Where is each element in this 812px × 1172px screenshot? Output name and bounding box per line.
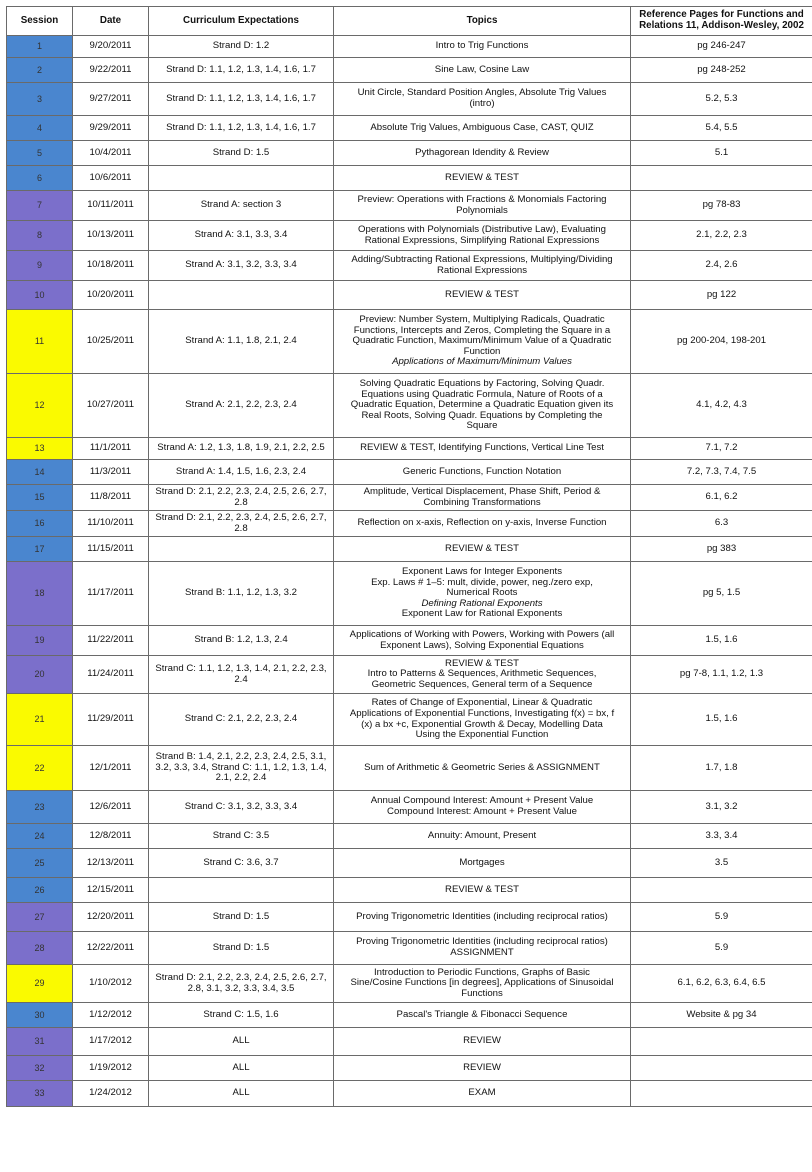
topics-cell (334, 281, 631, 310)
session-cell: 22 (7, 746, 73, 791)
date-cell: 11/29/2011 (73, 694, 149, 746)
reference-cell (631, 878, 812, 903)
topic-line: Rational Expressions (436, 264, 528, 276)
topics-cell (334, 251, 631, 281)
session-cell: 1 (7, 36, 73, 58)
date-cell: 10/11/2011 (73, 191, 149, 221)
topic-line: Operations with Polynomials (Distributive Law), Evaluating (358, 223, 606, 235)
topic-line: Defining Rational Exponents (421, 597, 543, 609)
topic-line: (x) a bx +c, Exponential Growth & Decay, Modelling Data (361, 718, 603, 730)
reference-cell: Website & pg 34 (631, 1003, 812, 1028)
session-cell: 5 (7, 141, 73, 166)
topic-line: Sine/Cosine Functions [in degrees], Applications of Sinusoidal (350, 977, 614, 989)
table-row (7, 824, 812, 849)
curriculum-cell: Strand D: 2.1, 2.2, 2.3, 2.4, 2.5, 2.6, 2.7, 2.8, 3.1, 3.2, 3.3, 3.4, 3.5 (149, 965, 334, 1003)
curriculum-cell: Strand A: 1.4, 1.5, 1.6, 2.3, 2.4 (149, 460, 334, 485)
date-cell: 9/22/2011 (73, 58, 149, 83)
date-cell: 12/1/2011 (73, 746, 149, 791)
topic-line: Annual Compound Interest: Amount + Present Value (370, 795, 594, 807)
topics-cell (334, 485, 631, 511)
curriculum-cell: Strand C: 3.6, 3.7 (149, 849, 334, 878)
session-cell: 21 (7, 694, 73, 746)
table-row (7, 58, 812, 83)
session-cell: 29 (7, 965, 73, 1003)
topics-cell (334, 1056, 631, 1081)
reference-cell: 4.1, 4.2, 4.3 (631, 374, 812, 438)
date-cell: 12/8/2011 (73, 824, 149, 849)
header-row (7, 7, 812, 36)
topic-line: REVIEW & TEST (445, 288, 519, 300)
reference-cell: 5.9 (631, 932, 812, 965)
curriculum-cell: Strand D: 1.1, 1.2, 1.3, 1.4, 1.6, 1.7 (149, 116, 334, 141)
table-row (7, 626, 812, 656)
curriculum-cell: Strand D: 1.5 (149, 932, 334, 965)
reference-cell: pg 78-83 (631, 191, 812, 221)
topic-line: REVIEW & TEST (445, 542, 519, 554)
topic-line: Quadratic Function, Maximum/Minimum Value of a Quadratic (352, 335, 612, 347)
reference-cell: 3.1, 3.2 (631, 791, 812, 824)
topics-cell (334, 932, 631, 965)
table-row (7, 656, 812, 694)
reference-cell: 6.3 (631, 511, 812, 537)
topic-line: Absolute Trig Values, Ambiguous Case, CAST, QUIZ (370, 121, 594, 133)
topics-cell (334, 310, 631, 374)
session-cell: 2 (7, 58, 73, 83)
session-cell: 16 (7, 511, 73, 537)
topics-cell (334, 626, 631, 656)
header-session: Session (7, 7, 73, 36)
session-cell: 24 (7, 824, 73, 849)
reference-cell (631, 1056, 812, 1081)
session-cell: 15 (7, 485, 73, 511)
topics-cell (334, 903, 631, 932)
curriculum-cell (149, 166, 334, 191)
reference-cell: 2.4, 2.6 (631, 251, 812, 281)
topics-cell (334, 656, 631, 694)
table-row (7, 562, 812, 626)
topic-line: Proving Trigonometric Identities (including reciprocal ratios) (356, 936, 608, 948)
topic-line: Real Roots, Solving Quadr. Equations by Completing the (361, 409, 603, 421)
topics-cell (334, 1028, 631, 1056)
topics-cell (334, 824, 631, 849)
curriculum-cell: Strand A: section 3 (149, 191, 334, 221)
session-cell: 17 (7, 537, 73, 562)
topic-line: Quadratic Equation, Determine a Quadratic Equation given its (350, 399, 614, 411)
date-cell: 10/27/2011 (73, 374, 149, 438)
date-cell: 12/13/2011 (73, 849, 149, 878)
header-reference: Reference Pages for Functions and Relations 11, Addison-Wesley, 2002 (631, 7, 812, 36)
date-cell: 11/1/2011 (73, 438, 149, 460)
curriculum-cell: Strand A: 2.1, 2.2, 2.3, 2.4 (149, 374, 334, 438)
reference-cell: 1.7, 1.8 (631, 746, 812, 791)
topic-line: Applications of Maximum/Minimum Values (392, 356, 572, 368)
curriculum-cell (149, 281, 334, 310)
table-row (7, 141, 812, 166)
date-cell: 11/15/2011 (73, 537, 149, 562)
date-cell: 12/22/2011 (73, 932, 149, 965)
reference-cell (631, 166, 812, 191)
date-cell: 12/15/2011 (73, 878, 149, 903)
curriculum-cell: Strand D: 2.1, 2.2, 2.3, 2.4, 2.5, 2.6, 2.7, 2.8 (149, 511, 334, 537)
topic-line: Functions (461, 987, 503, 999)
curriculum-cell: Strand C: 1.5, 1.6 (149, 1003, 334, 1028)
curriculum-cell (149, 878, 334, 903)
reference-cell: 5.2, 5.3 (631, 83, 812, 116)
reference-cell: 2.1, 2.2, 2.3 (631, 221, 812, 251)
session-cell: 8 (7, 221, 73, 251)
reference-cell: pg 246-247 (631, 36, 812, 58)
reference-cell: pg 7-8, 1.1, 1.2, 1.3 (631, 656, 812, 694)
topic-line: Intro to Trig Functions (435, 40, 529, 52)
date-cell: 9/27/2011 (73, 83, 149, 116)
session-cell: 4 (7, 116, 73, 141)
table-row (7, 485, 812, 511)
topic-line: Sine Law, Cosine Law (434, 63, 530, 75)
topics-cell (334, 83, 631, 116)
topic-line: Equations using Quadratic Formula, Nature of Roots of a (361, 388, 603, 400)
table-row (7, 36, 812, 58)
topic-line: EXAM (468, 1087, 496, 1099)
table-body (7, 36, 812, 1107)
topic-line: Pythagorean Idendity & Review (415, 146, 549, 158)
topics-cell (334, 965, 631, 1003)
table-row (7, 1081, 812, 1107)
topic-line: Numerical Roots (446, 587, 518, 599)
session-cell: 14 (7, 460, 73, 485)
date-cell: 1/10/2012 (73, 965, 149, 1003)
topics-cell (334, 166, 631, 191)
reference-cell: pg 122 (631, 281, 812, 310)
reference-cell: pg 383 (631, 537, 812, 562)
session-cell: 31 (7, 1028, 73, 1056)
curriculum-cell: Strand B: 1.4, 2.1, 2.2, 2.3, 2.4, 2.5, 3.1, 3.2, 3.3, 3.4, Strand C: 1.1, 1.2, 1.3, 1.4, 2.1, 2.2, 2.4 (149, 746, 334, 791)
date-cell: 12/20/2011 (73, 903, 149, 932)
curriculum-cell: Strand D: 1.1, 1.2, 1.3, 1.4, 1.6, 1.7 (149, 83, 334, 116)
topic-line: Introduction to Periodic Functions, Graphs of Basic (374, 966, 590, 978)
header-topics: Topics (334, 7, 631, 36)
table-header (7, 7, 812, 36)
date-cell: 11/3/2011 (73, 460, 149, 485)
topics-cell (334, 562, 631, 626)
date-cell: 9/29/2011 (73, 116, 149, 141)
date-cell: 10/6/2011 (73, 166, 149, 191)
table-row (7, 191, 812, 221)
header-curriculum: Curriculum Expectations (149, 7, 334, 36)
date-cell: 11/24/2011 (73, 656, 149, 694)
date-cell: 10/13/2011 (73, 221, 149, 251)
date-cell: 1/12/2012 (73, 1003, 149, 1028)
topic-line: Annuity: Amount, Present (427, 829, 537, 841)
topic-line: Exponent Laws), Solving Exponential Equations (380, 639, 584, 651)
topic-line: Proving Trigonometric Identities (including reciprocal ratios) (356, 910, 608, 922)
reference-cell: 5.9 (631, 903, 812, 932)
session-cell: 9 (7, 251, 73, 281)
topics-cell (334, 221, 631, 251)
session-cell: 28 (7, 932, 73, 965)
topic-line: REVIEW & TEST, Identifying Functions, Vertical Line Test (360, 442, 604, 454)
topic-line: REVIEW & TEST (445, 657, 519, 669)
session-cell: 3 (7, 83, 73, 116)
curriculum-cell: Strand B: 1.1, 1.2, 1.3, 3.2 (149, 562, 334, 626)
topics-cell (334, 460, 631, 485)
topic-line: Compound Interest: Amount + Present Value (387, 806, 577, 817)
session-cell: 32 (7, 1056, 73, 1081)
topic-line: Reflection on x-axis, Reflection on y-axis, Inverse Function (357, 517, 607, 529)
reference-cell: 1.5, 1.6 (631, 626, 812, 656)
session-cell: 11 (7, 310, 73, 374)
reference-cell: pg 5, 1.5 (631, 562, 812, 626)
table-row (7, 374, 812, 438)
table-row (7, 310, 812, 374)
curriculum-cell: Strand D: 1.5 (149, 141, 334, 166)
topic-line: Applications of Working with Powers, Working with Powers (all (349, 628, 615, 640)
session-cell: 33 (7, 1081, 73, 1107)
session-cell: 25 (7, 849, 73, 878)
topic-line: Sum of Arithmetic & Geometric Series & ASSIGNMENT (364, 761, 600, 773)
curriculum-cell: Strand C: 3.5 (149, 824, 334, 849)
table-row (7, 746, 812, 791)
curriculum-cell: ALL (149, 1056, 334, 1081)
table-row (7, 511, 812, 537)
topics-cell (334, 746, 631, 791)
topic-line: Preview: Operations with Fractions & Monomials Factoring (357, 193, 607, 205)
session-cell: 18 (7, 562, 73, 626)
curriculum-cell: Strand D: 1.5 (149, 903, 334, 932)
session-cell: 19 (7, 626, 73, 656)
table-row (7, 1028, 812, 1056)
topic-line: REVIEW & TEST (445, 883, 519, 895)
topic-line: Exp. Laws # 1–5: mult, divide, power, neg./zero exp, (371, 576, 593, 588)
topic-line: Function (463, 345, 501, 357)
reference-cell: 7.2, 7.3, 7.4, 7.5 (631, 460, 812, 485)
date-cell: 10/4/2011 (73, 141, 149, 166)
table-row (7, 965, 812, 1003)
table-row (7, 460, 812, 485)
topic-line: Adding/Subtracting Rational Expressions, Multiplying/Dividing (351, 253, 613, 265)
topic-line: Exponent Law for Rational Exponents (401, 608, 563, 620)
topic-line: Intro to Patterns & Sequences, Arithmetic Sequences, (367, 668, 597, 680)
curriculum-cell (149, 537, 334, 562)
table-row (7, 849, 812, 878)
curriculum-cell: ALL (149, 1028, 334, 1056)
schedule-table (6, 6, 812, 1107)
session-cell: 7 (7, 191, 73, 221)
topic-line: Amplitude, Vertical Displacement, Phase Shift, Period & (363, 485, 601, 497)
topics-cell (334, 191, 631, 221)
table-row (7, 116, 812, 141)
table-row (7, 438, 812, 460)
topics-cell (334, 791, 631, 824)
topics-cell (334, 116, 631, 141)
topic-line: Using the Exponential Function (415, 729, 549, 741)
topic-line: Unit Circle, Standard Position Angles, Absolute Trig Values (357, 87, 607, 99)
date-cell: 10/25/2011 (73, 310, 149, 374)
reference-cell (631, 1081, 812, 1107)
topic-line: Applications of Exponential Functions, Investigating f(x) = bx, f (349, 707, 615, 719)
session-cell: 13 (7, 438, 73, 460)
table-row (7, 791, 812, 824)
topic-line: ASSIGNMENT (450, 947, 514, 958)
curriculum-cell: Strand A: 3.1, 3.2, 3.3, 3.4 (149, 251, 334, 281)
curriculum-cell: Strand C: 3.1, 3.2, 3.3, 3.4 (149, 791, 334, 824)
curriculum-cell: Strand D: 1.2 (149, 36, 334, 58)
table-row (7, 932, 812, 965)
curriculum-cell: Strand D: 1.1, 1.2, 1.3, 1.4, 1.6, 1.7 (149, 58, 334, 83)
topic-line: Mortgages (459, 856, 505, 868)
curriculum-cell: Strand C: 2.1, 2.2, 2.3, 2.4 (149, 694, 334, 746)
reference-cell: 6.1, 6.2, 6.3, 6.4, 6.5 (631, 965, 812, 1003)
table-row (7, 1003, 812, 1028)
topic-line: Polynomials (456, 204, 508, 216)
topic-line: Square (466, 420, 498, 432)
curriculum-cell: Strand B: 1.2, 1.3, 2.4 (149, 626, 334, 656)
topics-cell (334, 849, 631, 878)
topic-line: Functions, Intercepts and Zeros, Completing the Square in a (353, 324, 611, 336)
curriculum-cell: Strand A: 1.2, 1.3, 1.8, 1.9, 2.1, 2.2, 2.5 (149, 438, 334, 460)
reference-cell: 5.4, 5.5 (631, 116, 812, 141)
session-cell: 12 (7, 374, 73, 438)
topic-line: Preview: Number System, Multiplying Radicals, Quadratic (359, 314, 605, 326)
table-row (7, 537, 812, 562)
date-cell: 11/10/2011 (73, 511, 149, 537)
table-row (7, 251, 812, 281)
reference-cell: pg 248-252 (631, 58, 812, 83)
table-row (7, 694, 812, 746)
date-cell: 11/8/2011 (73, 485, 149, 511)
session-cell: 30 (7, 1003, 73, 1028)
date-cell: 11/17/2011 (73, 562, 149, 626)
session-cell: 23 (7, 791, 73, 824)
topic-line: Exponent Laws for Integer Exponents (402, 566, 562, 578)
topics-cell (334, 438, 631, 460)
session-cell: 27 (7, 903, 73, 932)
topics-cell (334, 511, 631, 537)
topics-cell (334, 694, 631, 746)
reference-cell: 5.1 (631, 141, 812, 166)
reference-cell: 7.1, 7.2 (631, 438, 812, 460)
topics-cell (334, 374, 631, 438)
reference-cell: 3.3, 3.4 (631, 824, 812, 849)
topics-cell (334, 58, 631, 83)
topic-line: Combining Transformations (423, 496, 541, 508)
table-row (7, 1056, 812, 1081)
curriculum-cell: Strand C: 1.1, 1.2, 1.3, 1.4, 2.1, 2.2, 2.3, 2.4 (149, 656, 334, 694)
topic-line: Rates of Change of Exponential, Linear & Quadratic (371, 697, 593, 709)
reference-cell: 1.5, 1.6 (631, 694, 812, 746)
topic-line: Generic Functions, Function Notation (402, 465, 562, 477)
topic-line: Rational Expressions, Simplifying Rational Expressions (364, 234, 600, 246)
header-date: Date (73, 7, 149, 36)
date-cell: 12/6/2011 (73, 791, 149, 824)
topics-cell (334, 1003, 631, 1028)
date-cell: 10/20/2011 (73, 281, 149, 310)
reference-cell: 3.5 (631, 849, 812, 878)
topics-cell (334, 36, 631, 58)
topic-line: (intro) (469, 98, 495, 109)
session-cell: 6 (7, 166, 73, 191)
table-row (7, 83, 812, 116)
reference-cell: pg 200-204, 198-201 (631, 310, 812, 374)
session-cell: 10 (7, 281, 73, 310)
topic-line: Geometric Sequences, General term of a Sequence (371, 678, 593, 690)
topics-cell (334, 537, 631, 562)
curriculum-cell: ALL (149, 1081, 334, 1107)
table-row (7, 166, 812, 191)
topic-line: Pascal's Triangle & Fibonacci Sequence (396, 1008, 568, 1020)
topic-line: REVIEW (463, 1035, 501, 1047)
reference-cell (631, 1028, 812, 1056)
date-cell: 1/17/2012 (73, 1028, 149, 1056)
topics-cell (334, 141, 631, 166)
table-row (7, 221, 812, 251)
topic-line: Solving Quadratic Equations by Factoring, Solving Quadr. (359, 378, 605, 390)
topic-line: REVIEW (463, 1061, 501, 1073)
curriculum-cell: Strand A: 1.1, 1.8, 2.1, 2.4 (149, 310, 334, 374)
curriculum-cell: Strand A: 3.1, 3.3, 3.4 (149, 221, 334, 251)
date-cell: 9/20/2011 (73, 36, 149, 58)
session-cell: 20 (7, 656, 73, 694)
date-cell: 1/19/2012 (73, 1056, 149, 1081)
table-row (7, 903, 812, 932)
reference-cell: 6.1, 6.2 (631, 485, 812, 511)
topic-line: REVIEW & TEST (445, 171, 519, 183)
date-cell: 11/22/2011 (73, 626, 149, 656)
curriculum-cell: Strand D: 2.1, 2.2, 2.3, 2.4, 2.5, 2.6, 2.7, 2.8 (149, 485, 334, 511)
date-cell: 10/18/2011 (73, 251, 149, 281)
table-row (7, 878, 812, 903)
topics-cell (334, 878, 631, 903)
topics-cell (334, 1081, 631, 1107)
session-cell: 26 (7, 878, 73, 903)
date-cell: 1/24/2012 (73, 1081, 149, 1107)
table-row (7, 281, 812, 310)
